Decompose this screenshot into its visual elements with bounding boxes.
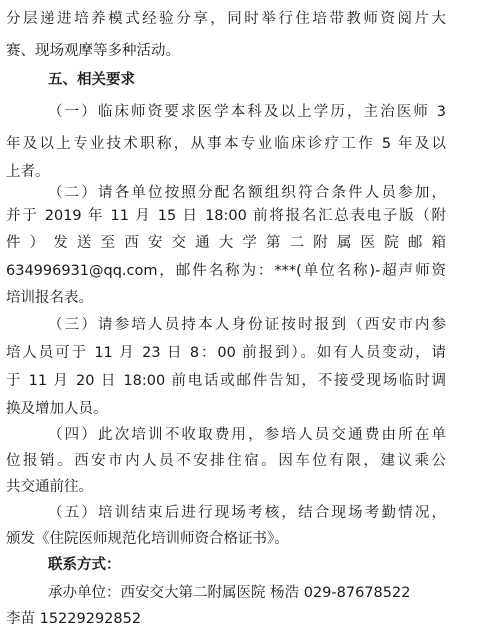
intro-line-2: 赛、现场观摩等多种活动。: [6, 43, 180, 59]
contact-heading: 联系方式：: [48, 557, 121, 573]
req1-line-2: 年及以上专业技术职称，从事本专业临床诊疗工作 5 年及以: [6, 136, 446, 152]
req2-line-5: 培训报名表。: [6, 290, 93, 306]
req3-line-3: 于 11 月 20 日 18:00 前电话或邮件告知，不接受现场临时调: [6, 373, 446, 389]
contact-line-1: 承办单位：西安交大第二附属医院 杨浩 029-87678522: [48, 585, 411, 601]
req4-line-1: （四）此次培训不收取费用，参培人员交通费由所在单: [48, 427, 446, 443]
intro-line-1: 分层递进培养模式经验分享，同时举行住培带教师资阅片大: [6, 11, 446, 27]
req2-line-1: （二）请各单位按照分配名额组织符合条件人员参加，: [48, 185, 446, 201]
req2-line-2: 并于 2019 年 11 月 15 日 18:00 前将报名汇总表电子版（附: [6, 208, 446, 224]
req2-line-3: 件）发送至西安交通大学第二附属医院邮箱: [6, 235, 446, 251]
req5-line-1: （五）培训结束后进行现场考核，结合现场考勤情况，: [48, 505, 446, 521]
req3-line-2: 培人员可于 11 月 23 日 8：00 前报到）。如有人员变动，请: [6, 345, 446, 361]
req5-line-2: 颁发《住院医师规范化培训师资合格证书》。: [6, 531, 289, 547]
contact-line-2: 李苗 15229292852: [6, 611, 142, 627]
section-heading: 五、相关要求: [48, 72, 135, 88]
req4-line-2: 位报销。西安市内人员不安排住宿。因车位有限，建议乘公: [6, 453, 446, 469]
req4-line-3: 共交通前往。: [6, 479, 93, 495]
req3-line-4: 换及增加人员。: [6, 401, 108, 417]
req1-line-1: （一）临床师资要求医学本科及以上学历，主治医师 3: [48, 104, 446, 120]
req3-line-1: （三）请参培人员持本人身份证按时报到（西安市内参: [48, 317, 446, 333]
req1-line-3: 上者。: [6, 164, 50, 180]
req2-line-4: 634996931@qq.com，邮件名称为：***(单位名称)-超声师资: [6, 263, 446, 279]
